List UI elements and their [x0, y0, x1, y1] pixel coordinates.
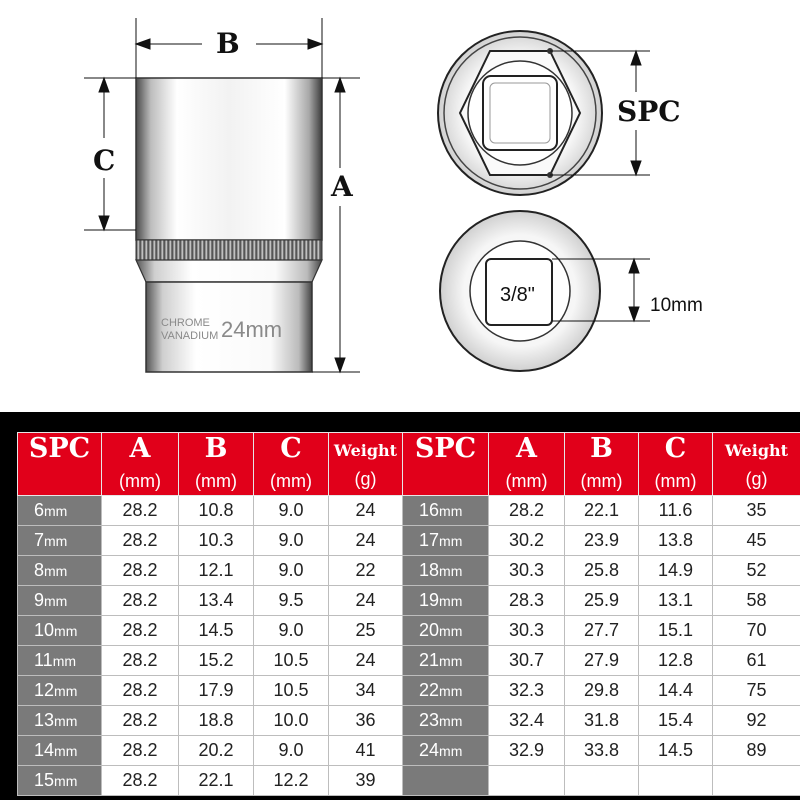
- cell-b: 25.9: [565, 586, 639, 616]
- spc-size-cell: [403, 706, 489, 736]
- cell-c: [639, 766, 713, 796]
- spc-size-cell: [18, 556, 102, 586]
- cell-b: [565, 766, 639, 796]
- cell-c: 13.1: [639, 586, 713, 616]
- spc-size-value: 16: [419, 500, 440, 520]
- socket-taper: [136, 260, 322, 282]
- cell-c: 9.0: [254, 556, 329, 586]
- cell-b: 23.9: [565, 526, 639, 556]
- cell-a: 28.2: [102, 766, 179, 796]
- cell-weight: 89: [713, 736, 800, 766]
- cell-weight: 70: [713, 616, 800, 646]
- cell-weight: 24: [329, 496, 403, 526]
- cell-c: 14.5: [639, 736, 713, 766]
- spc-size-value: 12: [34, 680, 55, 700]
- table-row: [18, 586, 800, 616]
- label-spc: SPC: [617, 95, 681, 128]
- cell-b: 18.8: [179, 706, 254, 736]
- square-drive-top: [483, 76, 557, 150]
- spc-size-unit: mm: [44, 503, 68, 519]
- cell-a: 28.2: [102, 586, 179, 616]
- cell-weight: [713, 766, 800, 796]
- spc-size-value: 18: [419, 560, 440, 580]
- cell-b: 15.2: [179, 646, 254, 676]
- socket-bottom-view: [440, 211, 600, 371]
- cell-b: 33.8: [565, 736, 639, 766]
- table-row: [18, 706, 800, 736]
- cell-a: 28.2: [102, 736, 179, 766]
- header-b-right: B (mm): [565, 433, 639, 496]
- spc-size-cell: [403, 586, 489, 616]
- cell-weight: 36: [329, 706, 403, 736]
- cell-b: 14.5: [179, 616, 254, 646]
- spc-size-unit: mm: [439, 683, 463, 699]
- drive-dimension: 10mm: [650, 295, 703, 316]
- spec-table-body: [18, 496, 800, 796]
- spc-size-cell: [18, 676, 102, 706]
- header-weight-left: Weight (g): [329, 433, 403, 496]
- spc-size-value: 22: [419, 680, 440, 700]
- spc-size-value: 19: [419, 590, 440, 610]
- cell-weight: 61: [713, 646, 800, 676]
- cell-b: 20.2: [179, 736, 254, 766]
- cell-c: 11.6: [639, 496, 713, 526]
- cell-a: 28.2: [102, 646, 179, 676]
- spc-size-cell: [18, 616, 102, 646]
- socket-side-view: [136, 78, 322, 372]
- cell-b: 27.9: [565, 646, 639, 676]
- cell-weight: 24: [329, 586, 403, 616]
- spc-size-unit: mm: [52, 653, 77, 669]
- stamp-vanadium: VANADIUM: [161, 330, 219, 342]
- cell-weight: 45: [713, 526, 800, 556]
- table-header: [18, 433, 800, 496]
- spc-size-unit: mm: [439, 713, 463, 729]
- drive-size: 3/8": [500, 284, 535, 306]
- table-row: [18, 616, 800, 646]
- spc-size-cell: [403, 766, 489, 796]
- spc-size-cell: [403, 616, 489, 646]
- cell-c: 15.4: [639, 706, 713, 736]
- socket-top-view: [438, 31, 602, 195]
- cell-weight: 92: [713, 706, 800, 736]
- cell-b: 27.7: [565, 616, 639, 646]
- cell-a: 30.3: [489, 616, 565, 646]
- spc-size-unit: mm: [54, 743, 78, 759]
- spc-size-value: 10: [34, 620, 55, 640]
- spc-size-unit: mm: [439, 593, 463, 609]
- cell-b: 10.3: [179, 526, 254, 556]
- table-row: [18, 646, 800, 676]
- header-a-right: A (mm): [489, 433, 565, 496]
- table-row: [18, 766, 800, 796]
- spc-size-unit: mm: [54, 713, 78, 729]
- cell-weight: 34: [329, 676, 403, 706]
- cell-c: 14.9: [639, 556, 713, 586]
- spc-size-unit: mm: [439, 653, 463, 669]
- table-row: [18, 676, 800, 706]
- spc-size-cell: [403, 556, 489, 586]
- spc-size-unit: mm: [44, 593, 68, 609]
- spc-size-cell: [403, 676, 489, 706]
- header-c-right: C (mm): [639, 433, 713, 496]
- cell-b: 25.8: [565, 556, 639, 586]
- header-b-left: B (mm): [179, 433, 254, 496]
- socket-knurl-band: [136, 240, 322, 260]
- cell-b: 10.8: [179, 496, 254, 526]
- spc-size-value: 20: [419, 620, 440, 640]
- cell-weight: 58: [713, 586, 800, 616]
- cell-weight: 24: [329, 646, 403, 676]
- table-row: [18, 496, 800, 526]
- spc-size-value: 8: [34, 560, 45, 580]
- spc-size-cell: [403, 496, 489, 526]
- header-c-left: C (mm): [254, 433, 329, 496]
- cell-c: 9.0: [254, 736, 329, 766]
- cell-b: 17.9: [179, 676, 254, 706]
- spc-size-unit: mm: [44, 533, 68, 549]
- spc-size-cell: [18, 736, 102, 766]
- spc-size-value: 17: [419, 530, 440, 550]
- cell-a: 28.2: [102, 556, 179, 586]
- spc-size-unit: mm: [439, 563, 463, 579]
- cell-b: 31.8: [565, 706, 639, 736]
- cell-weight: 25: [329, 616, 403, 646]
- cell-weight: 35: [713, 496, 800, 526]
- spc-size-cell: [18, 766, 102, 796]
- cell-b: 22.1: [179, 766, 254, 796]
- cell-c: 9.0: [254, 616, 329, 646]
- cell-weight: 75: [713, 676, 800, 706]
- cell-c: 10.5: [254, 646, 329, 676]
- cell-c: 14.4: [639, 676, 713, 706]
- cell-c: 9.0: [254, 526, 329, 556]
- spc-size-unit: mm: [44, 563, 68, 579]
- cell-c: 13.8: [639, 526, 713, 556]
- header-spc-left: SPC: [18, 433, 102, 496]
- spc-size-unit: mm: [54, 623, 78, 639]
- table-row: [18, 736, 800, 766]
- socket-upper-body: [136, 78, 322, 240]
- spc-size-value: 6: [34, 500, 45, 520]
- spc-size-cell: [18, 496, 102, 526]
- header-a-left: A (mm): [102, 433, 179, 496]
- stamp-chrome: CHROME: [161, 317, 210, 329]
- cell-c: 9.5: [254, 586, 329, 616]
- header-weight-right: Weight (g): [713, 433, 800, 496]
- spc-size-unit: mm: [54, 773, 78, 789]
- table-row: [18, 556, 800, 586]
- cell-a: 28.2: [102, 676, 179, 706]
- stamp-size: 24mm: [221, 317, 283, 342]
- cell-a: 28.3: [489, 586, 565, 616]
- cell-c: 12.2: [254, 766, 329, 796]
- cell-b: 12.1: [179, 556, 254, 586]
- cell-c: 10.5: [254, 676, 329, 706]
- spc-size-cell: [403, 526, 489, 556]
- cell-a: 32.3: [489, 676, 565, 706]
- spc-size-value: 15: [34, 770, 55, 790]
- spc-size-cell: [403, 736, 489, 766]
- spc-size-unit: mm: [439, 503, 463, 519]
- cell-c: 9.0: [254, 496, 329, 526]
- cell-weight: 39: [329, 766, 403, 796]
- spc-size-cell: [18, 646, 102, 676]
- cell-a: 30.7: [489, 646, 565, 676]
- spc-size-cell: [403, 646, 489, 676]
- cell-a: 28.2: [102, 526, 179, 556]
- cell-a: [489, 766, 565, 796]
- cell-b: 13.4: [179, 586, 254, 616]
- cell-a: 28.2: [102, 616, 179, 646]
- spc-size-cell: [18, 526, 102, 556]
- cell-c: 15.1: [639, 616, 713, 646]
- spc-size-value: 7: [34, 530, 45, 550]
- cell-a: 28.2: [489, 496, 565, 526]
- label-b: B: [216, 27, 240, 60]
- cell-a: 32.9: [489, 736, 565, 766]
- spc-size-value: 9: [34, 590, 45, 610]
- cell-weight: 52: [713, 556, 800, 586]
- spc-size-unit: mm: [439, 743, 463, 759]
- cell-weight: 41: [329, 736, 403, 766]
- spc-size-unit: mm: [439, 623, 463, 639]
- cell-weight: 22: [329, 556, 403, 586]
- spc-size-value: 14: [34, 740, 55, 760]
- cell-b: 22.1: [565, 496, 639, 526]
- cell-a: 28.2: [102, 706, 179, 736]
- spc-size-unit: mm: [439, 533, 463, 549]
- spc-size-cell: [18, 586, 102, 616]
- spc-size-value: 21: [419, 650, 440, 670]
- table-row: [18, 526, 800, 556]
- cell-weight: 24: [329, 526, 403, 556]
- spc-size-value: 24: [419, 740, 440, 760]
- cell-c: 12.8: [639, 646, 713, 676]
- spec-table: [17, 432, 800, 796]
- spc-size-cell: [18, 706, 102, 736]
- cell-a: 28.2: [102, 496, 179, 526]
- header-spc-right: SPC: [403, 433, 489, 496]
- spc-size-value: 23: [419, 710, 440, 730]
- cell-a: 30.2: [489, 526, 565, 556]
- cell-a: 32.4: [489, 706, 565, 736]
- cell-b: 29.8: [565, 676, 639, 706]
- label-c: C: [93, 144, 116, 177]
- cell-c: 10.0: [254, 706, 329, 736]
- spc-size-value: 11: [34, 650, 53, 670]
- spc-size-value: 13: [34, 710, 55, 730]
- cell-a: 30.3: [489, 556, 565, 586]
- spc-size-unit: mm: [54, 683, 78, 699]
- label-a: A: [331, 170, 353, 203]
